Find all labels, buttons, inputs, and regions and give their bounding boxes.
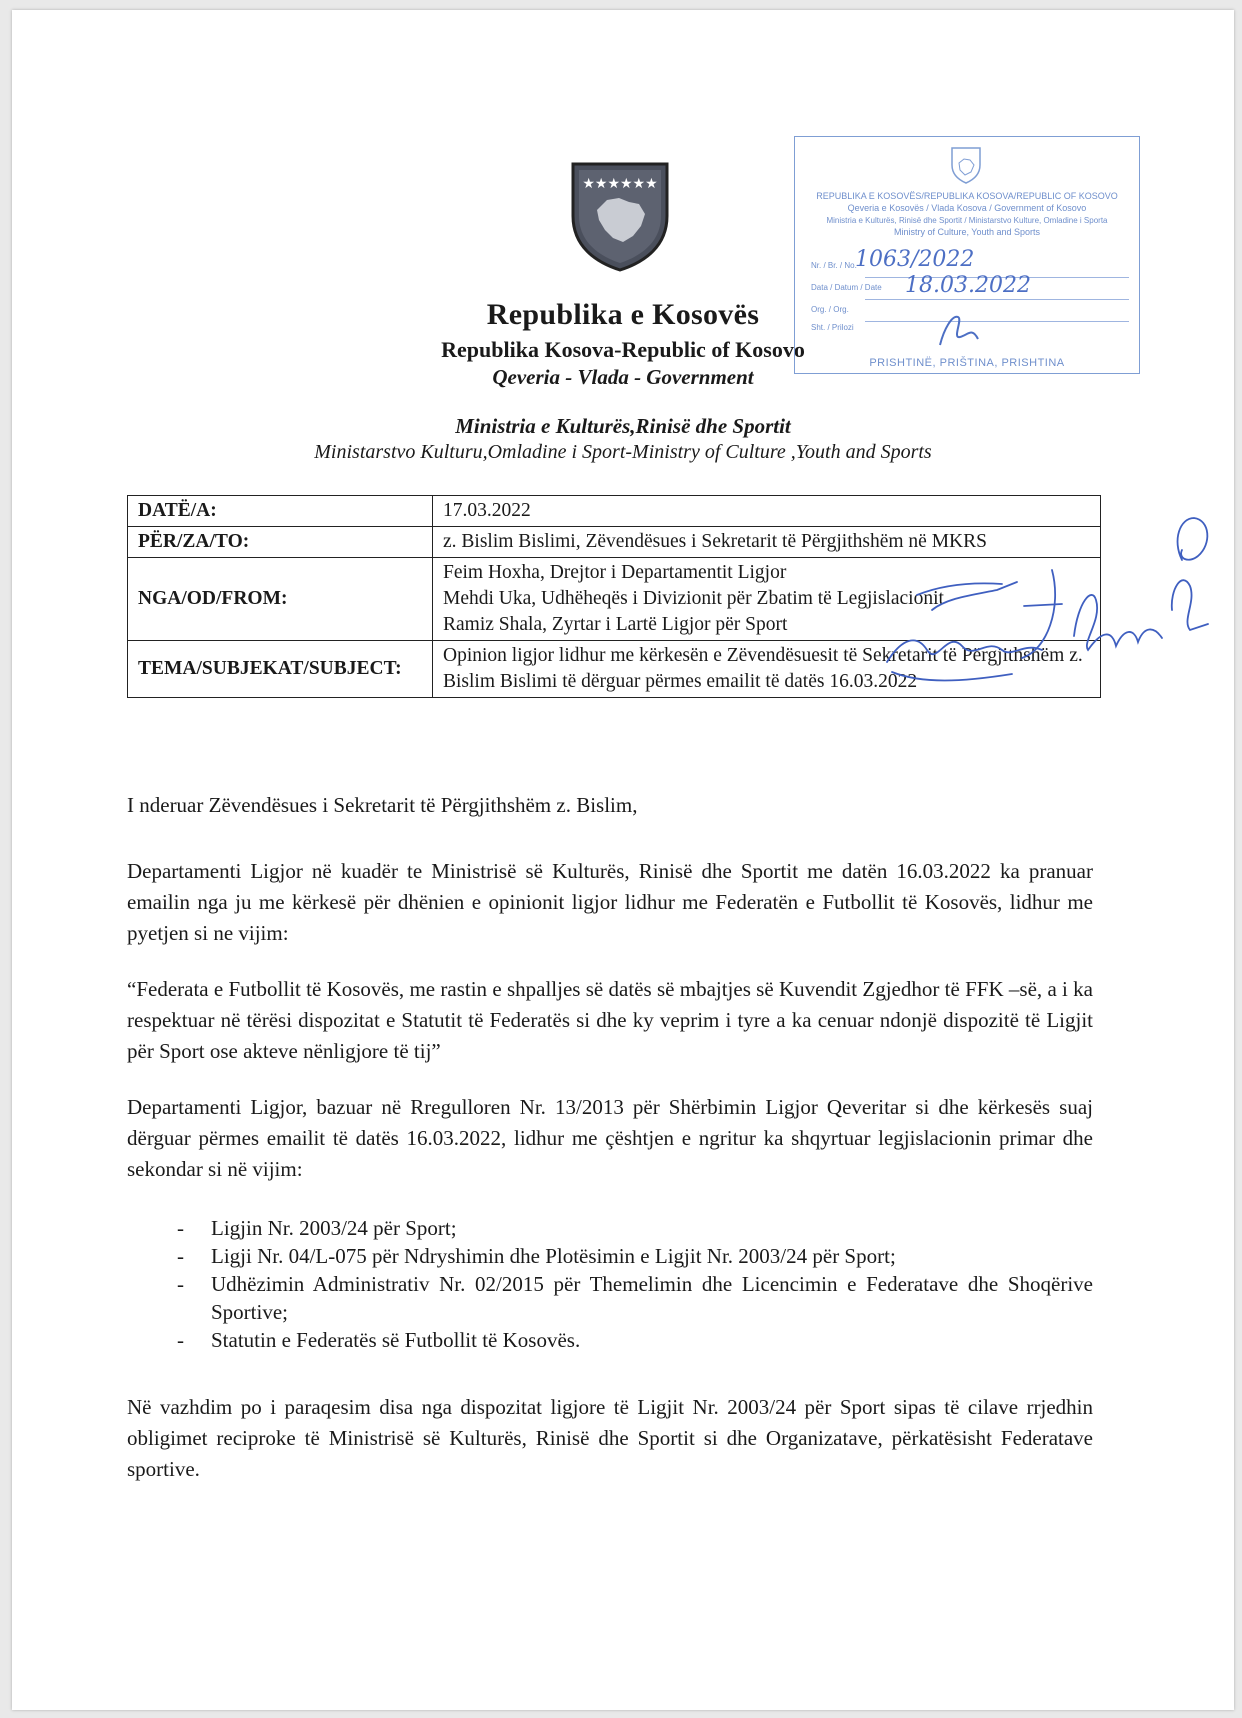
table-row [128, 558, 1101, 641]
stamp-rule [865, 321, 1129, 322]
header-ministry-sq: Ministria e Kulturës,Rinisë dhe Sportit [455, 414, 791, 438]
list-item [127, 1270, 1093, 1326]
header-ministry-sr-en: Ministarstvo Kulturu,Omladine i Sport-Ministry of Culture ,Youth and Sports [314, 441, 932, 463]
stamp-label-attach: Sht. / Prilozi [811, 323, 854, 332]
list-item [127, 1214, 1093, 1242]
list-item-text: Ligji Nr. 04/L-075 për Ndryshimin dhe Plotësimin e Ligjit Nr. 2003/24 për Sport; [211, 1244, 896, 1268]
stamp-line-1: REPUBLIKA E KOSOVËS/REPUBLIKA KOSOVA/REPUBLIC OF KOSOVO [816, 191, 1118, 201]
list-marker: - [177, 1244, 184, 1268]
memo-key-date: DATË/A: [128, 496, 433, 527]
list-item-text: Statutin e Federatës së Futbollit të Kosovës. [211, 1328, 581, 1352]
list-item-text: Udhëzimin Administrativ Nr. 02/2015 për Themelimin dhe Licencimin e Federatave dhe Shoqërive Sportive; [211, 1272, 1093, 1324]
salutation: I nderuar Zëvendësues i Sekretarit të Përgjithshëm z. Bislim, [127, 793, 638, 817]
paragraph-4: Në vazhdim po i paraqesim disa nga dispozitat ligjore të Ligjit Nr. 2003/24 për Sport sipas të cilave rrjedhin obligimet reciproke të Ministrisë së Kulturës, Rinisë dhe Sportit si dhe Organizatave, përkatësisht Federatave sportive. [127, 1395, 1093, 1481]
header-government: Qeveria - Vlada - Government [492, 365, 754, 389]
stamp-line-3: Ministria e Kulturës, Rinisë dhe Sportit / Ministarstvo Kulture, Omladine i Sporta [826, 216, 1108, 225]
stamp-line-4: Ministry of Culture, Youth and Sports [893, 227, 1041, 237]
stamp-date: 18.03.2022 [905, 273, 1031, 298]
stamp-initials-signature [930, 309, 990, 349]
list-marker: - [177, 1328, 184, 1352]
stamp-label-number: Nr. / Br. / No. [811, 261, 857, 270]
stamp-label-org: Org. / Org. [811, 305, 849, 314]
memo-from-line: Ramiz Shala, Zyrtar i Lartë Ligjor për Sport [443, 614, 788, 635]
paragraph-1: Departamenti Ligjor në kuadër te Ministrisë së Kulturës, Rinisë dhe Sportit me datën 16.03.2022 ka pranuar emailin nga ju me kërkesë për dhënien e opinionit ligjor lidhur me Federatën e Futbollit të Kosovës, lidhur me pyetjen si ne vijim: [127, 859, 1093, 945]
memo-value-subject: Opinion ligjor lidhur me kërkesën e Zëvendësuesit të Sekretarit të Përgjithshëm z. Bislim Bislimi të dërguar përmes emailit të datës 16.03.2022 [433, 641, 1101, 698]
paragraph-quote: “Federata e Futbollit të Kosovës, me rastin e shpalljes së datës së mbajtjes së Kuvendit Zgjedhor të FFK –së, a i ka respektuar në tërësi dispozitat e Statutit të Federatës si dhe ky veprim i tyre a ka cenuar ndonjë dispozitë të Ligjit për Sport ose akteve nënligjore të tij” [127, 977, 1093, 1063]
registry-stamp [794, 136, 1140, 374]
memo-key-to: PËR/ZA/TO: [128, 527, 433, 558]
memo-value-to: z. Bislim Bislimi, Zëvendësues i Sekretarit të Përgjithshëm në MKRS [433, 527, 1101, 558]
list-item [127, 1242, 1093, 1270]
stamp-line-2: Qeveria e Kosovës / Vlada Kosova / Government of Kosovo [847, 203, 1087, 213]
memo-from-line: Feim Hoxha, Drejtor i Departamentit Ligjor [443, 562, 787, 583]
stamp-number: 1063/2022 [855, 247, 975, 272]
document-page [12, 10, 1234, 1710]
memo-from-line: Mehdi Uka, Udhëheqës i Divizionit për Zbatim të Legjislacionit [443, 588, 944, 609]
header-subtitle: Republika Kosova-Republic of Kosovo [441, 337, 805, 362]
memo-key-from: NGA/OD/FROM: [128, 558, 433, 641]
stamp-label-date: Data / Datum / Date [811, 283, 882, 292]
memo-header-table [127, 495, 1101, 698]
list-item [127, 1326, 1093, 1354]
memo-value-date: 17.03.2022 [433, 496, 1101, 527]
legislation-list [127, 1214, 1093, 1354]
svg-text:★★★★★★: ★★★★★★ [582, 176, 658, 192]
list-item-text: Ligjin Nr. 2003/24 për Sport; [211, 1216, 457, 1240]
table-row [128, 527, 1101, 558]
list-marker: - [177, 1216, 184, 1240]
stamp-emblem-icon [949, 145, 983, 185]
memo-value-from [433, 558, 1101, 641]
table-row [128, 496, 1101, 527]
stamp-rule [865, 299, 1129, 300]
kosovo-coat-of-arms-icon [567, 158, 673, 274]
stamp-footer: PRISHTINË, PRIŠTINA, PRISHTINA [869, 357, 1065, 369]
header-title: Republika e Kosovës [486, 298, 760, 331]
table-row [128, 641, 1101, 698]
paragraph-3: Departamenti Ligjor, bazuar në Rregulloren Nr. 13/2013 për Shërbimin Ligjor Qeveritar si dhe kërkesës suaj dërguar përmes emailit të datës 16.03.2022, lidhur me çështjen e ngritur ka shqyrtuar legjislacionin primar dhe sekondar si në vijim: [127, 1095, 1093, 1181]
list-marker: - [177, 1272, 184, 1296]
memo-key-subject: TEMA/SUBJEKAT/SUBJECT: [128, 641, 433, 698]
